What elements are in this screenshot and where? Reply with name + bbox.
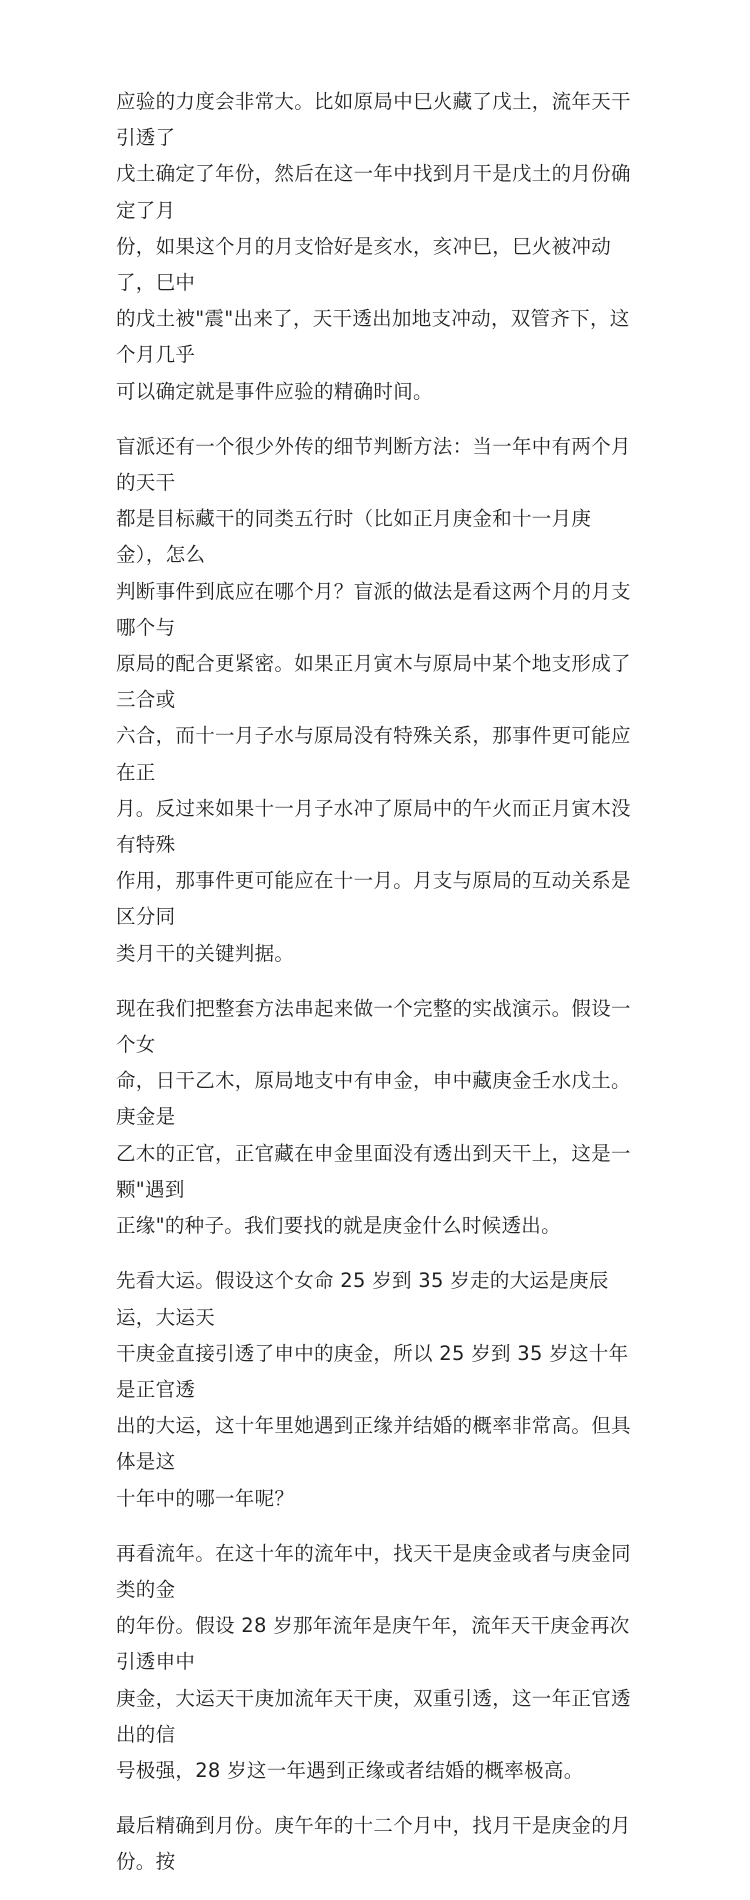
paragraph-case-study-intro: 现在我们把整套方法串起来做一个完整的实战演示。假设一个女 命，日干乙木，原局地支中有申金，申中藏庚金壬水戊土。庚金是 乙木的正官，正官藏在申金里面没有透出到天干上，这是一颗"遇到 正缘"的种子。我们要找的就是庚金什么时候透出。 (116, 996, 631, 1238)
paragraph-major-luck: 先看大运。假设这个女命 25 岁到 35 岁走的大运是庚辰运，大运天 干庚金直接引透了申中的庚金，所以 25 岁到 35 岁这十年是正官透 出的大运，这十年里她遇到正缘并结婚的概率非常高。但具体是这 十年中的哪一年呢？ (116, 1269, 631, 1510)
paragraph-month-support-clash: 应验的力度会非常大。比如原局中巳火藏了戊土，流年天干引透了 戊土确定了年份，然后在这一年中找到月干是戊土的月份确定了月 份，如果这个月的月支恰好是亥水，亥冲巳，巳火被冲动了，巳中 的戊土被"震"出来了，天干透出加地支冲动，双管齐下，这个月几乎 可以确定就是事件应验的精确时间。 (116, 90, 631, 403)
document-page (116, 84, 636, 1900)
paragraph-annual-luck: 再看流年。在这十年的流年中，找天干是庚金或者与庚金同类的金 的年份。假设 28 岁那年流年是庚午年，流年天干庚金再次引透申中 庚金，大运天干庚加流年天干庚，双重引透，这一年正官透出的信 号极强，28 岁这一年遇到正缘或者结婚的概率极高。 (116, 1541, 631, 1782)
paragraph-mangpai-detail-method: 盲派还有一个很少外传的细节判断方法：当一年中有两个月的天干 都是目标藏干的同类五行时（比如正月庚金和十一月庚金），怎么 判断事件到底应在哪个月？盲派的做法是看这两个月的月支哪个与 原局的配合更紧密。如果正月寅木与原局中某个地支形成了三合或 六合，而十一月子水与原局没有特殊关系，那事件更可能应在正 月。反过来如果十一月子水冲了原局中的午火而正月寅木没有特殊 作用，那事件更可能应在十一月。月支与原局的互动关系是区分同 类月干的关键判据。 (116, 434, 631, 965)
paragraph-month-precision: 最后精确到月份。庚午年的十二个月中，找月干是庚金的月份。按 (116, 1814, 631, 1874)
